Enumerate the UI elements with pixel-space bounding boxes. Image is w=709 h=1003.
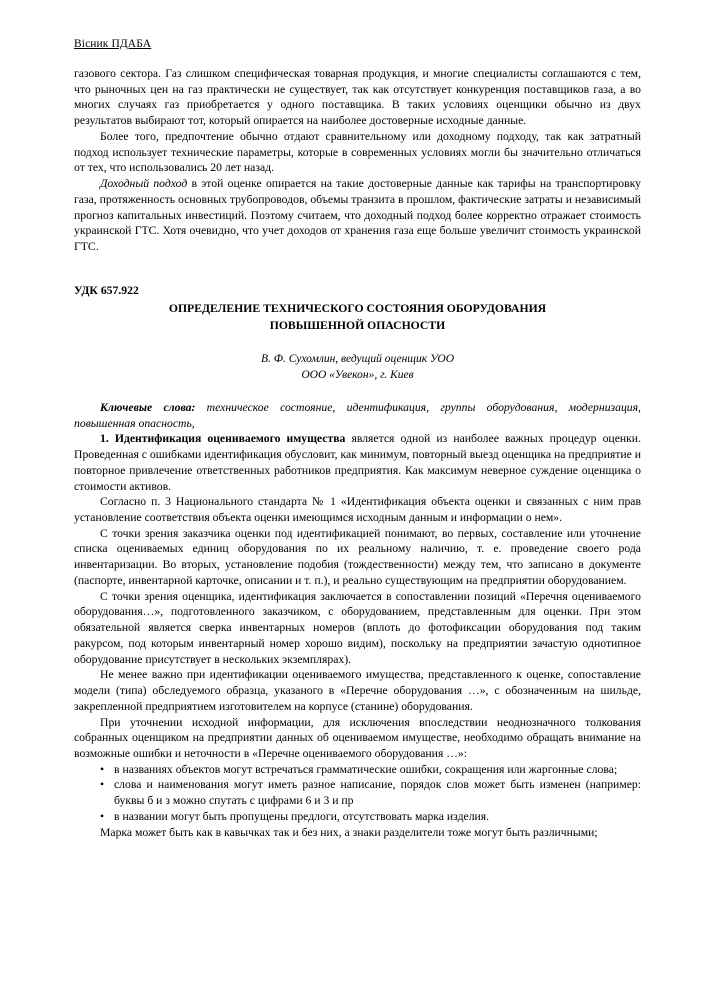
paragraph-standard: Согласно п. 3 Национального стандарта № 1 «Идентификация объекта оценки и связанных с ним прав установление соответствия объекта оценки имеющимся исходным данным и информации о нем». [74, 495, 641, 524]
article-title-line-1: ОПРЕДЕЛЕНИЕ ТЕХНИЧЕСКОГО СОСТОЯНИЯ ОБОРУДОВАНИЯ [168, 301, 547, 315]
keywords-text: техническое состояние, идентификация, группы оборудования, модернизация, повышенная опасность, [74, 400, 641, 430]
intro-paragraph-3 [74, 176, 641, 255]
section-1-text: является одной из наиболее важных процедур оценки. Проведенная с ошибками идентификация обусловит, как минимум, повторный выезд оценщика на предприятие и повторное привлечение ответственных работников предприятия. Как максимум неверное суждение оценщика о стоимости активов. [74, 432, 641, 493]
paragraph-customer-view: С точки зрения заказчика оценки под идентификацией понимают, во первых, составление или уточнение списка оцениваемых единиц оборудования по их реальному наличию, т. е. проведение своего рода инвентаризации. Во вторых, установление подобия (тождественности) между тем, что записано в документе (паспорте, инвентарной карточке, описании и т. п.), и реально существующим на предприятии оборудованием. [74, 526, 641, 587]
paragraph-model-matching: Не менее важно при идентификации оцениваемого имущества, представленного к оценке, сопоставление модели (типа) обследуемого образца, указаного в «Перечне оборудования …», с обозначенным на шильде, закрепленной предприятием изготовителем на корпусе (станине) оборудования. [74, 668, 641, 713]
list-item [74, 762, 641, 778]
article-author: В. Ф. Сухомлин, ведущий оценщик УОО [260, 352, 455, 365]
intro-paragraph-2: Более того, предпочтение обычно отдают сравнительному или доходному подходу, так как затратный подход использует технические параметры, которые в современных условиях могли бы значительно отличаться от тех, что использовались 20 лет назад. [74, 129, 641, 175]
keywords-label: Ключевые слова: [100, 400, 196, 414]
paragraph-appraiser-view: С точки зрения оценщика, идентификация заключается в сопоставлении позиций «Перечня оцениваемого оборудования…», подготовленного заказчиком, с оборудованием, представленным для оценки. При этом обязательной является сверка инвентарных номеров (вплоть до фотофиксации оборудования под таким ракурсом, под которым инвентарный номер хорошо видим), поскольку на предприятии зачастую однотипное оборудование присутствует в нескольких экземплярах). [74, 589, 641, 666]
bullet-dot-icon: • [100, 809, 105, 823]
list-item-text: слова и наименования могут иметь разное написание, порядок слов может быть изменен (например: буквы б и з можно спутать с цифрами 6 и 3 и пр [114, 778, 641, 808]
bullet-dot-icon: • [100, 778, 105, 792]
keywords-paragraph [74, 400, 641, 431]
bullet-dot-icon: • [100, 762, 105, 776]
journal-header: Вісник ПДАБА [74, 38, 152, 50]
section-1-paragraph [74, 431, 641, 494]
list-item-text: в названиях объектов могут встречаться грамматические ошибки, сокращения или жаргонные слова; [114, 762, 618, 776]
intro-paragraph-1: газового сектора. Газ слишком специфическая товарная продукция, и многие специалисты соглашаются с тем, что рыночных цен на газ практически не существует, так как отсутствует конкуренция поставщиков газа, а во многих случаях газ приобретается у одного поставщика. В таких условиях оценщики обычно из двух результатов выбирают тот, который опирается на наиболее достоверные исходные данные. [74, 67, 641, 128]
list-item-text: в названии могут быть пропущены предлоги, отсутствовать марка изделия. [114, 809, 490, 823]
list-item [74, 777, 641, 808]
paragraph-mark: Марка может быть как в кавычках так и без них, а знаки разделители тоже могут быть различными; [100, 825, 598, 839]
udk-code: УДК 657.922 [74, 283, 139, 297]
article-organization: ООО «Увекон», г. Киев [301, 368, 414, 381]
intro-paragraph-3-rest: в этой оценке опирается на такие достоверные данные как тарифы на транспортировку газа, протяженность основных трубопроводов, объемы транзита в прошлом, фактические затраты и независимый прогноз капитальных инвестиций. Поэтому считаем, что доходный подход более корректно отражает стоимость украинской ГТС. Хотя очевидно, что учет доходов от хранения газа еще больше увеличит стоимость украинской ГТС. [74, 177, 642, 254]
income-approach-term: Доходный подход [100, 177, 188, 191]
list-item [74, 809, 641, 825]
paragraph-clarification: При уточнении исходной информации, для исключения впоследствии неоднозначного толкования собранных оценщиком на предприятии данных об оцениваемом имуществе, необходимо обращать внимание на возможные ошибки и неточности в «Перечне оцениваемого оборудования …»: [74, 715, 641, 761]
article-title-line-2: ПОВЫШЕННОЙ ОПАСНОСТИ [269, 319, 446, 333]
section-1-heading: 1. Идентификация оцениваемого имущества [100, 432, 346, 446]
